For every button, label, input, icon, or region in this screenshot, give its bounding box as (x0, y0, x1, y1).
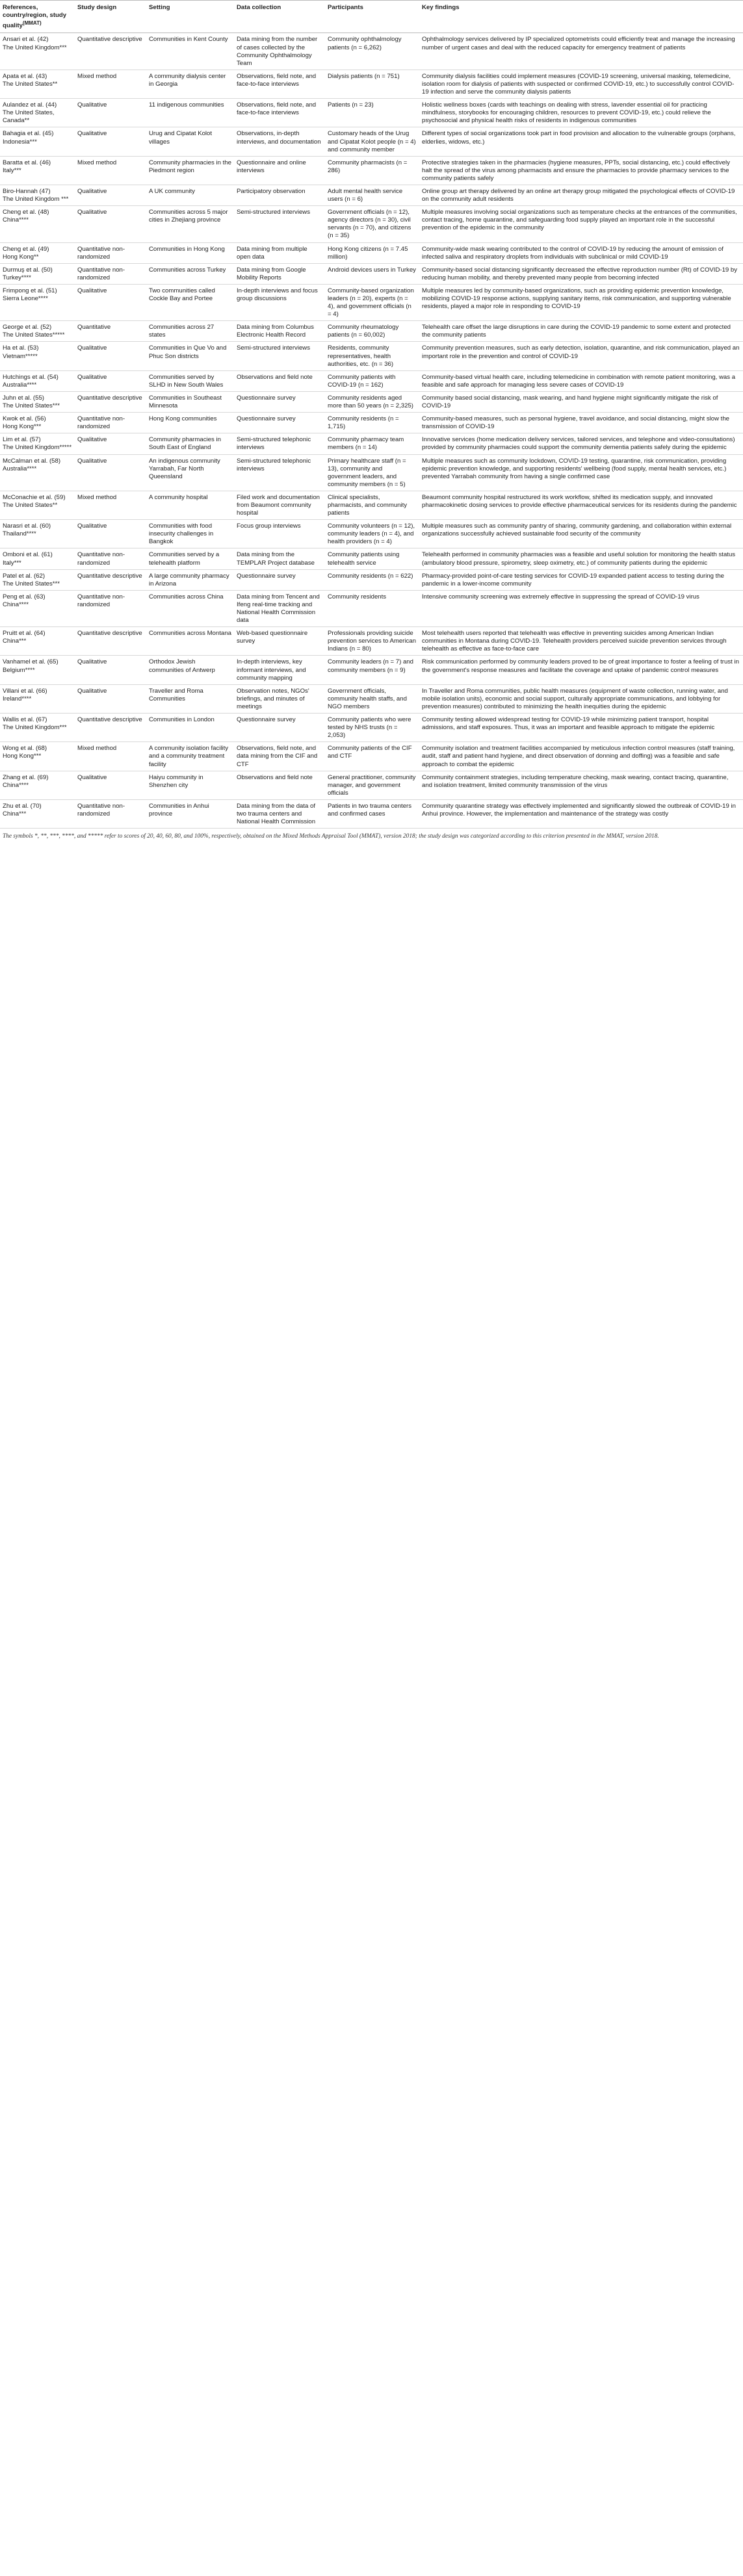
table-row (0, 70, 743, 98)
participants-cell: Patients (n = 23) (325, 99, 419, 127)
ref-cell (0, 321, 75, 342)
country-quality: The United States** (3, 80, 58, 88)
participants-cell: Primary healthcare staff (n = 13), community and government leaders, and community members (n = 5) (325, 454, 419, 491)
ref-cell (0, 548, 75, 569)
reference: Cheng et al. (48) (3, 209, 49, 216)
header-ref: References, country/region, study quality$^{(MMAT)}$ (0, 1, 75, 33)
table-row (0, 627, 743, 656)
design-cell: Mixed method (75, 70, 146, 98)
collection-cell: Questionnaire survey (234, 413, 325, 433)
setting-cell: Communities across Montana (146, 627, 234, 656)
collection-cell: In-depth interviews and focus group discussions (234, 284, 325, 320)
setting-cell: Communities in Southeast Minnesota (146, 391, 234, 412)
collection-cell: Participatory observation (234, 185, 325, 205)
table-footnote: The symbols *, **, ***, ****, and ***** refer to scores of 20, 40, 60, 80, and 100%, respectively, obtained on the Mixed Methods Appraisal Tool (MMAT), version 2018; the study design was categorized according to this criterion presented in the MMAT, version 2018. (3, 833, 659, 840)
ref-cell (0, 284, 75, 320)
reference: Bahagia et al. (45) (3, 130, 54, 138)
ref-cell (0, 520, 75, 548)
design-cell: Quantitative descriptive (75, 391, 146, 412)
setting-cell: Orthodox Jewish communities of Antwerp (146, 656, 234, 684)
design-cell: Quantitative descriptive (75, 33, 146, 70)
setting-cell: Communities in Kent County (146, 33, 234, 70)
table-body (0, 33, 743, 829)
ref-cell (0, 590, 75, 626)
findings-cell: Community-wide mask wearing contributed to the control of COVID-19 by reducing the amount of emission of infected saliva and respiratory droplets from individuals with subclinical or mild COVID-19 (419, 242, 743, 263)
findings-cell: Multiple measures such as community pantry of sharing, community gardening, and collaboration within external organizations successfully achieved sustainable food security of the community (419, 520, 743, 548)
findings-cell: Community isolation and treatment facilities accompanied by meticulous infection control measures (staff training, audit, staff and patient hand hygiene, and direct observation of donning and doffing) was a feasible and safe approach to combat the epidemic (419, 742, 743, 771)
ref-cell (0, 242, 75, 263)
reference: Zhang et al. (69) (3, 773, 49, 781)
ref-cell (0, 656, 75, 684)
design-cell: Quantitative non-randomized (75, 590, 146, 626)
collection-cell: Data mining from Columbus Electronic Health Record (234, 321, 325, 342)
setting-cell: Traveller and Roma Communities (146, 684, 234, 713)
country-quality: China*** (3, 638, 27, 645)
findings-cell: Community containment strategies, including temperature checking, mask wearing, contact tracing, quarantine, and isolation treatment, limited community transmission of the virus (419, 771, 743, 799)
participants-cell: Community leaders (n = 7) and community members (n = 9) (325, 656, 419, 684)
table-row (0, 520, 743, 548)
design-cell: Quantitative non-randomized (75, 242, 146, 263)
findings-cell: Community testing allowed widespread testing for COVID-19 while minimizing patient transport, hospital admissions, and staff exposures. Thus, it was an important and feasible approach to mitigate the epidemic (419, 714, 743, 742)
table-row (0, 413, 743, 433)
setting-cell: 11 indigenous communities (146, 99, 234, 127)
country-quality: Italy*** (3, 559, 21, 567)
design-cell: Quantitative descriptive (75, 627, 146, 656)
findings-cell: Community prevention measures, such as early detection, isolation, quarantine, and risk communication, played an important role in the prevention and control of COVID-19 (419, 342, 743, 370)
collection-cell: Questionnaire and online interviews (234, 156, 325, 185)
collection-cell: Observations, field note, and data mining from the CIF and CTF (234, 742, 325, 771)
findings-cell: Risk communication performed by community leaders proved to be of great importance to foster a feeling of trust in the government's response measures and facilitate the coverage and uptake of pandemic control measures (419, 656, 743, 684)
collection-cell: Questionnaire survey (234, 569, 325, 590)
ref-cell (0, 70, 75, 98)
design-cell: Qualitative (75, 771, 146, 799)
setting-cell: Community pharmacies in the Piedmont region (146, 156, 234, 185)
reference: Wong et al. (68) (3, 745, 47, 753)
table-row (0, 263, 743, 284)
participants-cell: Community patients using telehealth service (325, 548, 419, 569)
design-cell: Qualitative (75, 342, 146, 370)
design-cell: Qualitative (75, 684, 146, 713)
country-quality: The United Kingdom*** (3, 44, 67, 51)
country-quality: Hong Kong*** (3, 423, 42, 431)
header-design: Study design (75, 1, 146, 33)
participants-cell: Community ophthalmology patients (n = 6,262) (325, 33, 419, 70)
design-cell: Qualitative (75, 454, 146, 491)
design-cell: Qualitative (75, 370, 146, 391)
findings-cell: Community dialysis facilities could implement measures (COVID-19 screening, universal masking, telemedicine, isolation room for dialysis of patients with suspected or confirmed COVID-19, etc.) to successfully control COVID-19 infection and serve the community dialysis patients (419, 70, 743, 98)
collection-cell: Filed work and documentation from Beaumont community hospital (234, 491, 325, 519)
header-participants: Participants (325, 1, 419, 33)
country-quality: Australia**** (3, 465, 37, 472)
participants-cell: Dialysis patients (n = 751) (325, 70, 419, 98)
table-row (0, 206, 743, 242)
participants-cell: Government officials (n = 12), agency directors (n = 30), civil servants (n = 70), and citizens (n = 35) (325, 206, 419, 242)
country-quality: Ireland**** (3, 695, 32, 702)
country-quality: China**** (3, 600, 29, 608)
participants-cell: Community residents (n = 1,715) (325, 413, 419, 433)
design-cell: Qualitative (75, 656, 146, 684)
country-quality: The United States, Canada** (3, 109, 55, 125)
table-row (0, 156, 743, 185)
country-quality: Vietnam***** (3, 352, 38, 360)
collection-cell: Questionnaire survey (234, 714, 325, 742)
design-cell: Qualitative (75, 127, 146, 156)
table-row (0, 284, 743, 320)
reference: Baratta et al. (46) (3, 159, 51, 166)
findings-cell: Pharmacy-provided point-of-care testing services for COVID-19 expanded patient access to testing during the pandemic in a lower-income community (419, 569, 743, 590)
header-collection: Data collection (234, 1, 325, 33)
findings-cell: Ophthalmology services delivered by IP specialized optometrists could efficiently treat and manage the increasing number of urgent cases and deal with the reduced capacity for emergency treatment of patients (419, 33, 743, 70)
participants-cell: Community residents (n = 622) (325, 569, 419, 590)
table-row (0, 569, 743, 590)
setting-cell: Communities in Anhui province (146, 799, 234, 828)
reference: Patel et al. (62) (3, 572, 46, 580)
setting-cell: Communities in London (146, 714, 234, 742)
reference: Juhn et al. (55) (3, 394, 44, 402)
country-quality: The United Kingdom *** (3, 196, 69, 203)
setting-cell: Urug and Cipatat Kolot villages (146, 127, 234, 156)
setting-cell: Communities across 27 states (146, 321, 234, 342)
country-quality: Indonesia*** (3, 138, 37, 146)
table-row (0, 590, 743, 626)
participants-cell: Government officials, community health staffs, and NGO members (325, 684, 419, 713)
ref-cell (0, 569, 75, 590)
findings-cell: Community quarantine strategy was effectively implemented and significantly slowed the outbreak of COVID-19 in Anhui province. However, the implementation and maintenance of the strategy was costly (419, 799, 743, 828)
reference: Wallis et al. (67) (3, 716, 47, 724)
ref-cell (0, 206, 75, 242)
collection-cell: Web-based questionnaire survey (234, 627, 325, 656)
setting-cell: A large community pharmacy in Arizona (146, 569, 234, 590)
collection-cell: Data mining from Google Mobility Reports (234, 263, 325, 284)
findings-cell: Community-based social distancing significantly decreased the effective reproduction number (Rt) of COVID-19 by reducing human mobility, and thereby prevented many people from becoming infected (419, 263, 743, 284)
participants-cell: Patients in two trauma centers and confirmed cases (325, 799, 419, 828)
reference: Durmuş et al. (50) (3, 266, 53, 274)
country-quality: Belgium**** (3, 666, 35, 674)
findings-cell: Multiple measures such as community lockdown, COVID-19 testing, quarantine, risk communication, providing epidemic prevention knowledge, and supporting residents' wellbeing (food supply, mental health services, etc.) prevented Yarrabah community from having a single confirmed case (419, 454, 743, 491)
findings-cell: Most telehealth users reported that telehealth was effective in preventing suicides among American Indian communities in Montana during COVID-19. Telehealth providers perceived suicide prevention services through telehealth as effective as face-to-face care (419, 627, 743, 656)
table-row (0, 454, 743, 491)
participants-cell: Community patients with COVID-19 (n = 162) (325, 370, 419, 391)
collection-cell: Focus group interviews (234, 520, 325, 548)
participants-cell: Community pharmacy team members (n = 14) (325, 433, 419, 454)
reference: Villani et al. (66) (3, 687, 47, 695)
reference: Zhu et al. (70) (3, 802, 42, 810)
participants-cell: Community residents aged more than 50 years (n = 2,325) (325, 391, 419, 412)
findings-cell: Community-based measures, such as personal hygiene, travel avoidance, and social distancing, might slow the transmission of COVID-19 (419, 413, 743, 433)
ref-cell (0, 391, 75, 412)
studies-table (0, 0, 743, 829)
participants-cell: Professionals providing suicide prevention services to American Indians (n = 80) (325, 627, 419, 656)
participants-cell: Community pharmacists (n = 286) (325, 156, 419, 185)
reference: Kwok et al. (56) (3, 415, 46, 423)
ref-cell (0, 771, 75, 799)
country-quality: The United States*** (3, 402, 60, 410)
findings-cell: Online group art therapy delivered by an online art therapy group mitigated the psychological effects of COVID-19 on the community adult residents (419, 185, 743, 205)
collection-cell: Semi-structured telephonic interviews (234, 454, 325, 491)
country-quality: China**** (3, 216, 29, 224)
setting-cell: A UK community (146, 185, 234, 205)
ref-cell (0, 99, 75, 127)
ref-cell (0, 433, 75, 454)
findings-cell: Protective strategies taken in the pharmacies (hygiene measures, PPTs, social distancing, etc.) could effectively halt the spread of the virus among pharmacists and ensure the pharmacies to provide pharmacy services to the community patients safely (419, 156, 743, 185)
table-row (0, 684, 743, 713)
table-row (0, 548, 743, 569)
country-quality: The United States** (3, 501, 58, 509)
findings-cell: Intensive community screening was extremely effective in suppressing the spread of COVID-19 virus (419, 590, 743, 626)
country-quality: Australia**** (3, 381, 37, 389)
participants-cell: Clinical specialists, pharmacists, and community patients (325, 491, 419, 519)
findings-cell: Beaumont community hospital restructured its work workflow, shifted its medication supply, and innovated pharmacokinetic dosing services to provide effective pharmaceutical services for its residents during the pandemic (419, 491, 743, 519)
collection-cell: Observations and field note (234, 771, 325, 799)
reference: Peng et al. (63) (3, 593, 46, 600)
findings-cell: In Traveller and Roma communities, public health measures (equipment of waste collection, running water, and mobile isolation units), economic and social support, culturally appropriate communications, and lobbying for prevention measures) contributed to minimizing the health inequities during the epidemic (419, 684, 743, 713)
header-ref-sup: (MMAT) (22, 20, 42, 27)
participants-cell: Residents, community representatives, health authorities, etc. (n = 36) (325, 342, 419, 370)
ref-cell (0, 799, 75, 828)
reference: McConachie et al. (59) (3, 493, 66, 501)
collection-cell: Data mining from the data of two trauma centers and National Health Commission (234, 799, 325, 828)
reference: Omboni et al. (61) (3, 551, 53, 559)
table-row (0, 342, 743, 370)
page (0, 0, 743, 840)
design-cell: Mixed method (75, 156, 146, 185)
reference: Biro-Hannah (47) (3, 187, 51, 195)
country-quality: The United Kingdom***** (3, 444, 72, 452)
findings-cell: Multiple measures led by community-based organizations, such as providing epidemic prevention knowledge, mobilizing COVID-19 response actions, supplying sanitary items, risk communication, and supporting vulnerable residents, played a major role in responding to COVID-19 (419, 284, 743, 320)
ref-cell (0, 185, 75, 205)
table-row (0, 185, 743, 205)
setting-cell: Communities in Que Vo and Phuc Son districts (146, 342, 234, 370)
design-cell: Qualitative (75, 520, 146, 548)
collection-cell: Questionnaire survey (234, 391, 325, 412)
ref-cell (0, 413, 75, 433)
collection-cell: Semi-structured telephonic interviews (234, 433, 325, 454)
ref-cell (0, 454, 75, 491)
country-quality: The United States***** (3, 331, 65, 339)
reference: Narasri et al. (60) (3, 522, 51, 530)
reference: Pruitt et al. (64) (3, 630, 46, 638)
table-header (0, 1, 743, 33)
reference: Aulandez et al. (44) (3, 101, 57, 109)
setting-cell: A community dialysis center in Georgia (146, 70, 234, 98)
design-cell: Qualitative (75, 433, 146, 454)
participants-cell: Community rheumatology patients (n = 60,002) (325, 321, 419, 342)
reference: Frimpong et al. (51) (3, 287, 57, 294)
findings-cell: Community-based virtual health care, including telemedicine in combination with remote patient monitoring, was a feasible and safe approach for managing less severe cases of COVID-19 (419, 370, 743, 391)
reference: Apata et al. (43) (3, 72, 47, 80)
setting-cell: A community isolation facility and a community treatment facility (146, 742, 234, 771)
country-quality: Hong Kong*** (3, 753, 42, 760)
table-row (0, 771, 743, 799)
collection-cell: Semi-structured interviews (234, 342, 325, 370)
ref-cell (0, 684, 75, 713)
collection-cell: Data mining from multiple open data (234, 242, 325, 263)
findings-cell: Different types of social organizations took part in food provision and allocation to the vulnerable groups (orphans, elderlies, widows, etc.) (419, 127, 743, 156)
setting-cell: Communities across China (146, 590, 234, 626)
design-cell: Qualitative (75, 99, 146, 127)
country-quality: China**** (3, 781, 29, 789)
participants-cell: Customary heads of the Urug and Cipatat Kolot people (n = 4) and community member (325, 127, 419, 156)
participants-cell: Adult mental health service users (n = 6) (325, 185, 419, 205)
setting-cell: A community hospital (146, 491, 234, 519)
collection-cell: Data mining from the TEMPLAR Project database (234, 548, 325, 569)
ref-cell (0, 156, 75, 185)
participants-cell: Hong Kong citizens (n = 7.45 million) (325, 242, 419, 263)
setting-cell: Communities with food insecurity challenges in Bangkok (146, 520, 234, 548)
design-cell: Quantitative descriptive (75, 569, 146, 590)
collection-cell: Data mining from the number of cases collected by the Community Ophthalmology Team (234, 33, 325, 70)
participants-cell: Community volunteers (n = 12), community leaders (n = 4), and health providers (n = 4) (325, 520, 419, 548)
collection-cell: Semi-structured interviews (234, 206, 325, 242)
design-cell: Quantitative non-randomized (75, 548, 146, 569)
ref-cell (0, 742, 75, 771)
ref-cell (0, 627, 75, 656)
participants-cell: Community-based organization leaders (n = 20), experts (n = 4), and government officials (n = 4) (325, 284, 419, 320)
reference: McCalman et al. (58) (3, 457, 61, 465)
country-quality: Turkey**** (3, 274, 31, 281)
setting-cell: Hong Kong communities (146, 413, 234, 433)
collection-cell: In-depth interviews, key informant interviews, and community mapping (234, 656, 325, 684)
collection-cell: Observation notes, NGOs' briefings, and minutes of meetings (234, 684, 325, 713)
participants-cell: General practitioner, community manager, and government officials (325, 771, 419, 799)
ref-cell (0, 127, 75, 156)
reference: Vanhamel et al. (65) (3, 658, 59, 666)
findings-cell: Multiple measures involving social organizations such as temperature checks at the entrances of the communities, contact tracing, home quarantine, and safeguarding food supply played an important role in the successful prevention of the epidemic in the community (419, 206, 743, 242)
country-quality: Italy*** (3, 166, 21, 174)
reference: Hutchings et al. (54) (3, 373, 59, 381)
setting-cell: An indigenous community Yarrabah, Far North Queensland (146, 454, 234, 491)
ref-cell (0, 491, 75, 519)
setting-cell: Two communities called Cockle Bay and Portee (146, 284, 234, 320)
table-row (0, 491, 743, 519)
design-cell: Quantitative non-randomized (75, 263, 146, 284)
table-row (0, 33, 743, 70)
table-row (0, 99, 743, 127)
table-row (0, 127, 743, 156)
findings-cell: Innovative services (home medication delivery services, tailored services, and telephone and video-consultations) provided by community pharmacies could support the community dementia patients safely during the epidemic (419, 433, 743, 454)
design-cell: Qualitative (75, 206, 146, 242)
country-quality: The United States*** (3, 580, 60, 587)
country-quality: China*** (3, 810, 27, 818)
participants-cell: Community residents (325, 590, 419, 626)
design-cell: Quantitative non-randomized (75, 413, 146, 433)
findings-cell: Community based social distancing, mask wearing, and hand hygiene might significantly mitigate the risk of COVID-19 (419, 391, 743, 412)
table-row (0, 391, 743, 412)
collection-cell: Observations, field note, and face-to-face interviews (234, 99, 325, 127)
setting-cell: Haiyu community in Shenzhen city (146, 771, 234, 799)
setting-cell: Communities in Hong Kong (146, 242, 234, 263)
setting-cell: Communities served by a telehealth platform (146, 548, 234, 569)
header-findings: Key findings (419, 1, 743, 33)
findings-cell: Holistic wellness boxes (cards with teachings on dealing with stress, lavender essential oil for practicing mindfulness, storybooks for encouraging children, resources to prevent COVID-19, etc.) could relieve the psychosocial and physical health risks of residents in indigenous communities (419, 99, 743, 127)
table-row (0, 321, 743, 342)
country-quality: Sierra Leone**** (3, 295, 48, 302)
reference: George et al. (52) (3, 324, 52, 331)
setting-cell: Communities across Turkey (146, 263, 234, 284)
ref-cell (0, 33, 75, 70)
design-cell: Mixed method (75, 491, 146, 519)
table-row (0, 370, 743, 391)
ref-cell (0, 370, 75, 391)
findings-cell: Telehealth care offset the large disruptions in care during the COVID-19 pandemic to some extent and protected the community patients (419, 321, 743, 342)
collection-cell: Observations and field note (234, 370, 325, 391)
reference: Ansari et al. (42) (3, 36, 49, 44)
reference: Cheng et al. (49) (3, 245, 49, 253)
collection-cell: Data mining from Tencent and Ifeng real-time tracking and National Health Commission data (234, 590, 325, 626)
ref-cell (0, 714, 75, 742)
collection-cell: Observations, field note, and face-to-face interviews (234, 70, 325, 98)
ref-cell (0, 263, 75, 284)
participants-cell: Community patients of the CIF and CTF (325, 742, 419, 771)
table-row (0, 433, 743, 454)
table-row (0, 799, 743, 828)
table-row (0, 656, 743, 684)
ref-cell (0, 342, 75, 370)
table-row (0, 714, 743, 742)
design-cell: Qualitative (75, 185, 146, 205)
participants-cell: Community patients who were tested by NHS trusts (n = 2,053) (325, 714, 419, 742)
setting-cell: Communities served by SLHD in New South Wales (146, 370, 234, 391)
country-quality: The United Kingdom*** (3, 724, 67, 732)
table-row (0, 742, 743, 771)
table-row (0, 242, 743, 263)
participants-cell: Android devices users in Turkey (325, 263, 419, 284)
setting-cell: Community pharmacies in South East of England (146, 433, 234, 454)
design-cell: Qualitative (75, 284, 146, 320)
setting-cell: Communities across 5 major cities in Zhejiang province (146, 206, 234, 242)
collection-cell: Observations, in-depth interviews, and documentation (234, 127, 325, 156)
country-quality: Hong Kong** (3, 253, 39, 261)
reference: Lim et al. (57) (3, 436, 41, 444)
header-setting: Setting (146, 1, 234, 33)
design-cell: Mixed method (75, 742, 146, 771)
design-cell: Quantitative (75, 321, 146, 342)
findings-cell: Telehealth performed in community pharmacies was a feasible and useful solution for monitoring the health status (ambulatory blood pressure, spirometry, sleep oximetry, etc.) of community patients during the epidemic (419, 548, 743, 569)
reference: Ha et al. (53) (3, 344, 39, 352)
design-cell: Quantitative non-randomized (75, 799, 146, 828)
country-quality: Thailand**** (3, 530, 36, 538)
design-cell: Quantitative descriptive (75, 714, 146, 742)
